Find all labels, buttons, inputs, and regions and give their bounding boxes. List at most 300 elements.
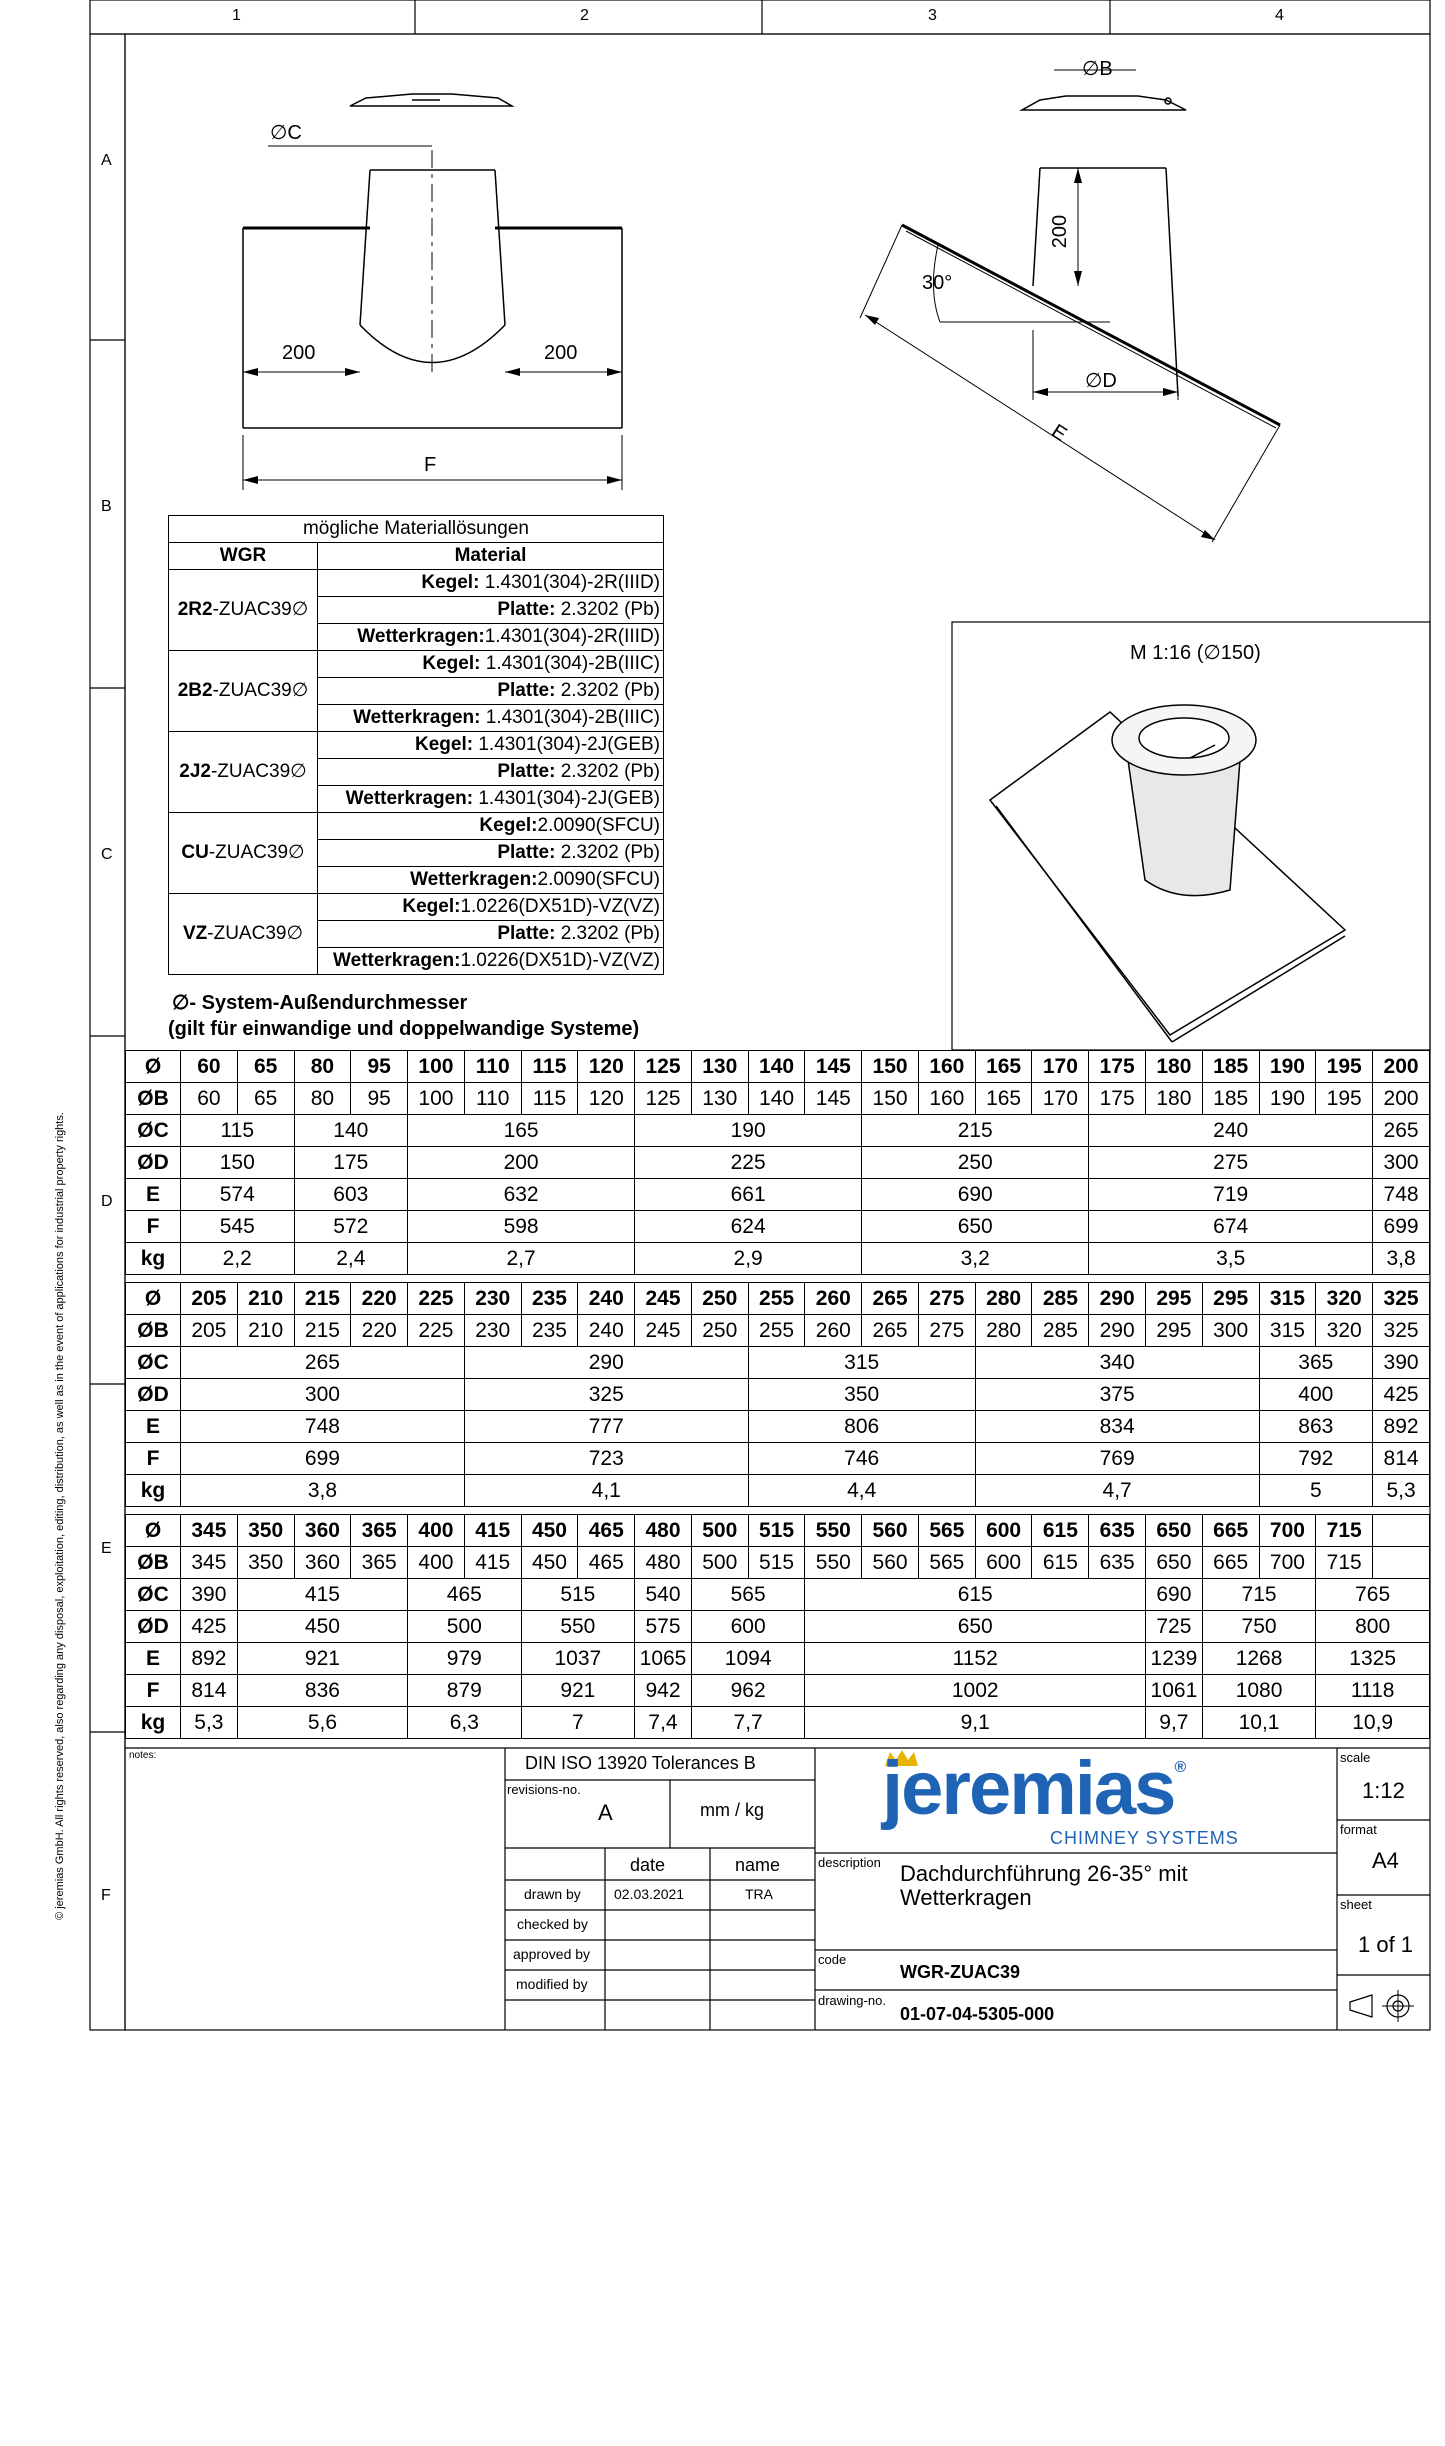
brand-name: jeremias <box>882 1746 1175 1831</box>
row-key: Ø <box>126 1283 181 1315</box>
table-cell: 515 <box>748 1515 805 1547</box>
table-cell: 220 <box>351 1315 408 1347</box>
table-cell: 565 <box>691 1579 805 1611</box>
table-cell: 450 <box>237 1611 407 1643</box>
material-row: Platte: 2.3202 (Pb) <box>318 597 664 624</box>
row-key: F <box>126 1211 181 1243</box>
table-cell: 115 <box>521 1051 578 1083</box>
table-cell: 650 <box>1146 1547 1203 1579</box>
table-cell: 415 <box>464 1547 521 1579</box>
table-cell: 2,9 <box>635 1243 862 1275</box>
table-cell: 400 <box>408 1547 465 1579</box>
table-cell: 1118 <box>1316 1675 1430 1707</box>
table-cell: 3,2 <box>862 1243 1089 1275</box>
table-cell: 515 <box>521 1579 635 1611</box>
table-cell: 3,8 <box>181 1475 465 1507</box>
table-cell: 150 <box>181 1147 295 1179</box>
material-code: 2R2-ZUAC39∅ <box>169 570 318 651</box>
table-cell: 295 <box>1146 1315 1203 1347</box>
table-cell: 205 <box>181 1283 238 1315</box>
row-label-b: B <box>101 498 112 515</box>
header-material: Material <box>318 543 664 570</box>
table-cell: 560 <box>862 1547 919 1579</box>
table-cell: 320 <box>1316 1315 1373 1347</box>
table-cell: 250 <box>691 1315 748 1347</box>
table-cell: 836 <box>237 1675 407 1707</box>
table-cell: 120 <box>578 1051 635 1083</box>
material-code: 2B2-ZUAC39∅ <box>169 651 318 732</box>
table-cell: 674 <box>1089 1211 1373 1243</box>
dim-e-label: E <box>1047 420 1071 446</box>
table-cell: 150 <box>862 1051 919 1083</box>
table-cell: 7 <box>521 1707 635 1739</box>
table-cell: 1080 <box>1202 1675 1316 1707</box>
table-cell: 110 <box>464 1051 521 1083</box>
table-cell: 325 <box>1373 1315 1430 1347</box>
table-cell: 863 <box>1259 1411 1373 1443</box>
table-cell: 500 <box>691 1515 748 1547</box>
table-cell: 921 <box>521 1675 635 1707</box>
table-cell: 4,7 <box>975 1475 1259 1507</box>
table-cell: 185 <box>1202 1083 1259 1115</box>
table-cell: 7,7 <box>691 1707 805 1739</box>
material-row: Wetterkragen:1.0226(DX51D)-VZ(VZ) <box>318 948 664 975</box>
units: mm / kg <box>700 1800 765 1820</box>
row-key: Ø <box>126 1051 181 1083</box>
table-cell: 661 <box>635 1179 862 1211</box>
table-cell: 715 <box>1316 1547 1373 1579</box>
table-cell: 290 <box>464 1347 748 1379</box>
table-cell: 120 <box>578 1083 635 1115</box>
table-cell: 80 <box>294 1051 351 1083</box>
table-cell: 632 <box>408 1179 635 1211</box>
table-cell: 340 <box>975 1347 1259 1379</box>
table-cell: 615 <box>1032 1515 1089 1547</box>
materials-table <box>168 515 664 975</box>
table-cell: 65 <box>237 1051 294 1083</box>
drawing-no-label: drawing-no. <box>818 1993 886 2008</box>
table-cell: 240 <box>1089 1115 1373 1147</box>
row-key: E <box>126 1179 181 1211</box>
table-cell: 650 <box>805 1611 1146 1643</box>
material-row: Wetterkragen: 1.4301(304)-2J(GEB) <box>318 786 664 813</box>
table-cell: 574 <box>181 1179 295 1211</box>
brand-reg: ® <box>1174 1759 1185 1776</box>
drawn-date: 02.03.2021 <box>614 1886 685 1902</box>
table-cell: 4,1 <box>464 1475 748 1507</box>
drawn-by-label: drawn by <box>524 1886 581 1902</box>
code: WGR-ZUAC39 <box>900 1962 1020 1982</box>
table-cell: 777 <box>464 1411 748 1443</box>
table-cell: 3,5 <box>1089 1243 1373 1275</box>
material-row: Platte: 2.3202 (Pb) <box>318 759 664 786</box>
table-cell: 345 <box>181 1515 238 1547</box>
table-cell: 892 <box>181 1643 238 1675</box>
row-key: ØB <box>126 1315 181 1347</box>
table-cell: 400 <box>408 1515 465 1547</box>
table-cell: 265 <box>1373 1115 1430 1147</box>
table-cell: 130 <box>691 1051 748 1083</box>
dimension-table <box>125 1050 1430 1275</box>
table-cell: 715 <box>1316 1515 1373 1547</box>
table-cell: 140 <box>294 1115 408 1147</box>
table-cell: 170 <box>1032 1051 1089 1083</box>
table-cell: 5,3 <box>1373 1475 1430 1507</box>
table-cell: 115 <box>521 1083 578 1115</box>
table-cell: 315 <box>1259 1315 1316 1347</box>
notes-label: notes: <box>129 1750 157 1761</box>
system-note-2: (gilt für einwandige und doppelwandige Systeme) <box>168 1018 640 1040</box>
table-cell: 7,4 <box>635 1707 692 1739</box>
table-cell: 962 <box>691 1675 805 1707</box>
material-code: CU-ZUAC39∅ <box>169 813 318 894</box>
table-cell: 350 <box>748 1379 975 1411</box>
table-cell: 415 <box>237 1579 407 1611</box>
dimension-table <box>125 1514 1430 1739</box>
table-cell: 365 <box>1259 1347 1373 1379</box>
table-cell: 345 <box>181 1547 238 1579</box>
dimension-table <box>125 1282 1430 1507</box>
col-label-4: 4 <box>1275 7 1284 24</box>
material-row: Kegel:2.0090(SFCU) <box>318 813 664 840</box>
table-cell: 1065 <box>635 1643 692 1675</box>
row-key: E <box>126 1643 181 1675</box>
table-cell: 690 <box>862 1179 1089 1211</box>
header-wgr: WGR <box>169 543 318 570</box>
table-cell: 746 <box>748 1443 975 1475</box>
table-cell: 360 <box>294 1515 351 1547</box>
table-cell: 150 <box>862 1083 919 1115</box>
table-cell: 598 <box>408 1211 635 1243</box>
row-key: F <box>126 1675 181 1707</box>
table-cell: 315 <box>748 1347 975 1379</box>
row-key: ØD <box>126 1147 181 1179</box>
row-key: ØC <box>126 1579 181 1611</box>
row-label-a: A <box>101 152 112 169</box>
table-cell: 650 <box>862 1211 1089 1243</box>
table-cell: 315 <box>1259 1283 1316 1315</box>
row-key: F <box>126 1443 181 1475</box>
table-cell: 280 <box>975 1315 1032 1347</box>
brand-logo <box>882 1745 1184 1832</box>
table-cell: 550 <box>805 1547 862 1579</box>
table-cell: 540 <box>635 1579 692 1611</box>
dim-200-right: 200 <box>544 342 578 364</box>
table-cell: 10,9 <box>1316 1707 1430 1739</box>
table-cell: 285 <box>1032 1283 1089 1315</box>
dim-b-label: ∅B <box>1082 58 1113 80</box>
table-cell: 545 <box>181 1211 295 1243</box>
table-cell: 290 <box>1089 1315 1146 1347</box>
table-cell: 769 <box>975 1443 1259 1475</box>
table-cell: 425 <box>181 1611 238 1643</box>
table-cell: 230 <box>464 1315 521 1347</box>
row-key: kg <box>126 1475 181 1507</box>
table-cell: 260 <box>805 1283 862 1315</box>
scale-label: scale <box>1340 1750 1371 1765</box>
table-cell: 792 <box>1259 1443 1373 1475</box>
table-cell: 750 <box>1202 1611 1316 1643</box>
iso-view <box>990 705 1345 1042</box>
table-cell: 365 <box>351 1515 408 1547</box>
table-cell: 1002 <box>805 1675 1146 1707</box>
table-cell: 360 <box>294 1547 351 1579</box>
table-cell: 650 <box>1146 1515 1203 1547</box>
table-cell: 1239 <box>1146 1643 1203 1675</box>
row-key: kg <box>126 1707 181 1739</box>
table-cell: 215 <box>294 1315 351 1347</box>
revisions-label: revisions-no. <box>507 1782 581 1797</box>
table-cell: 500 <box>408 1611 522 1643</box>
material-row: Platte: 2.3202 (Pb) <box>318 921 664 948</box>
checked-by-label: checked by <box>517 1916 588 1932</box>
table-cell: 624 <box>635 1211 862 1243</box>
format-value: A4 <box>1372 1848 1399 1873</box>
side-view <box>860 70 1280 542</box>
table-cell: 350 <box>237 1515 294 1547</box>
material-row: Kegel: 1.4301(304)-2J(GEB) <box>318 732 664 759</box>
table-cell: 210 <box>237 1283 294 1315</box>
table-cell: 425 <box>1373 1379 1430 1411</box>
table-cell: 235 <box>521 1315 578 1347</box>
material-row: Kegel: 1.4301(304)-2B(IIIC) <box>318 651 664 678</box>
table-cell: 275 <box>1089 1147 1373 1179</box>
row-label-d: D <box>101 1193 113 1210</box>
table-cell: 175 <box>294 1147 408 1179</box>
table-cell: 5 <box>1259 1475 1373 1507</box>
row-key: ØC <box>126 1347 181 1379</box>
table-cell: 2,7 <box>408 1243 635 1275</box>
table-cell: 125 <box>635 1051 692 1083</box>
row-key: E <box>126 1411 181 1443</box>
table-cell: 215 <box>294 1283 351 1315</box>
system-note: ∅- System-Außendurchmesser <box>172 992 468 1014</box>
table-cell: 160 <box>918 1083 975 1115</box>
table-cell: 210 <box>237 1315 294 1347</box>
table-cell: 60 <box>181 1083 238 1115</box>
table-cell: 690 <box>1146 1579 1203 1611</box>
table-cell: 145 <box>805 1083 862 1115</box>
col-label-2: 2 <box>580 7 589 24</box>
sheet-value: 1 of 1 <box>1358 1932 1414 1957</box>
row-label-f: F <box>101 1887 111 1904</box>
table-cell: 2,4 <box>294 1243 408 1275</box>
table-cell: 814 <box>181 1675 238 1707</box>
table-cell: 225 <box>408 1315 465 1347</box>
table-cell: 300 <box>1373 1147 1430 1179</box>
table-cell: 550 <box>521 1611 635 1643</box>
material-row: Kegel: 1.4301(304)-2R(IIID) <box>318 570 664 597</box>
table-cell: 295 <box>1202 1283 1259 1315</box>
table-cell: 1152 <box>805 1643 1146 1675</box>
table-cell: 260 <box>805 1315 862 1347</box>
table-cell: 125 <box>635 1083 692 1115</box>
table-cell: 921 <box>237 1643 407 1675</box>
table-cell: 450 <box>521 1547 578 1579</box>
table-cell: 95 <box>351 1051 408 1083</box>
table-cell: 600 <box>691 1611 805 1643</box>
table-cell: 175 <box>1089 1083 1146 1115</box>
table-cell: 480 <box>635 1515 692 1547</box>
table-cell: 719 <box>1089 1179 1373 1211</box>
modified-by-label: modified by <box>516 1976 588 1992</box>
approved-by-label: approved by <box>513 1946 591 1962</box>
table-cell: 325 <box>464 1379 748 1411</box>
row-key: ØD <box>126 1611 181 1643</box>
front-view <box>243 94 622 490</box>
table-cell: 699 <box>181 1443 465 1475</box>
row-label-e: E <box>101 1540 112 1557</box>
angle-label: 30° <box>922 272 953 294</box>
table-cell: 400 <box>1259 1379 1373 1411</box>
table-cell: 230 <box>464 1283 521 1315</box>
table-cell: 100 <box>408 1083 465 1115</box>
table-cell: 365 <box>351 1547 408 1579</box>
table-cell: 500 <box>691 1547 748 1579</box>
table-cell: 942 <box>635 1675 692 1707</box>
table-cell: 300 <box>1202 1315 1259 1347</box>
table-cell: 200 <box>1373 1083 1430 1115</box>
date-header: date <box>630 1855 666 1875</box>
code-label: code <box>818 1952 847 1967</box>
table-cell: 185 <box>1202 1051 1259 1083</box>
table-cell: 250 <box>862 1147 1089 1179</box>
table-cell: 565 <box>918 1547 975 1579</box>
row-key: ØB <box>126 1083 181 1115</box>
dim-d-label: ∅D <box>1085 370 1117 392</box>
table-cell: 415 <box>464 1515 521 1547</box>
table-cell: 550 <box>805 1515 862 1547</box>
table-cell <box>1373 1547 1430 1579</box>
table-cell: 145 <box>805 1051 862 1083</box>
table-cell: 165 <box>408 1115 635 1147</box>
table-cell: 465 <box>578 1547 635 1579</box>
table-cell: 615 <box>1032 1547 1089 1579</box>
table-cell: 200 <box>1373 1051 1430 1083</box>
table-cell: 195 <box>1316 1051 1373 1083</box>
table-cell: 3,8 <box>1373 1243 1430 1275</box>
material-code: VZ-ZUAC39∅ <box>169 894 318 975</box>
table-cell: 879 <box>408 1675 522 1707</box>
table-cell: 748 <box>181 1411 465 1443</box>
sheet-label: sheet <box>1340 1897 1372 1912</box>
table-cell: 806 <box>748 1411 975 1443</box>
table-cell: 465 <box>408 1579 522 1611</box>
drawn-name: TRA <box>745 1886 773 1902</box>
table-cell: 748 <box>1373 1179 1430 1211</box>
table-cell: 5,6 <box>237 1707 407 1739</box>
scale-note: M 1:16 (∅150) <box>1130 642 1261 664</box>
table-cell: 300 <box>181 1379 465 1411</box>
materials-caption: mögliche Materiallösungen <box>169 516 664 543</box>
table-cell: 572 <box>294 1211 408 1243</box>
table-cell: 635 <box>1089 1547 1146 1579</box>
table-cell: 480 <box>635 1547 692 1579</box>
table-cell: 2,2 <box>181 1243 295 1275</box>
material-row: Wetterkragen:1.4301(304)-2R(IIID) <box>318 624 664 651</box>
table-cell: 5,3 <box>181 1707 238 1739</box>
table-cell: 603 <box>294 1179 408 1211</box>
table-cell: 245 <box>635 1315 692 1347</box>
table-cell: 140 <box>748 1051 805 1083</box>
table-cell: 190 <box>1259 1083 1316 1115</box>
table-cell: 765 <box>1316 1579 1430 1611</box>
table-cell: 575 <box>635 1611 692 1643</box>
table-cell: 700 <box>1259 1547 1316 1579</box>
table-cell: 1325 <box>1316 1643 1430 1675</box>
tolerance: DIN ISO 13920 Tolerances B <box>525 1753 756 1773</box>
table-cell: 80 <box>294 1083 351 1115</box>
table-cell: 200 <box>408 1147 635 1179</box>
table-cell: 240 <box>578 1283 635 1315</box>
copyright-note: © jeremias GmbH. All rights reserved, also regarding any disposal, exploitation, editing, distribution, as well as in the event of applications for industrial property rights. <box>54 1112 66 1920</box>
table-cell: 225 <box>408 1283 465 1315</box>
table-cell: 390 <box>1373 1347 1430 1379</box>
table-cell: 280 <box>975 1283 1032 1315</box>
table-cell: 205 <box>181 1315 238 1347</box>
table-cell: 635 <box>1089 1515 1146 1547</box>
table-cell: 170 <box>1032 1083 1089 1115</box>
table-cell: 1061 <box>1146 1675 1203 1707</box>
material-row: Kegel:1.0226(DX51D)-VZ(VZ) <box>318 894 664 921</box>
dim-c-label: ∅C <box>270 122 302 144</box>
table-cell: 255 <box>748 1315 805 1347</box>
material-row: Wetterkragen: 1.4301(304)-2B(IIIC) <box>318 705 664 732</box>
table-cell: 275 <box>918 1315 975 1347</box>
row-key: ØC <box>126 1115 181 1147</box>
table-cell: 225 <box>635 1147 862 1179</box>
table-cell: 250 <box>691 1283 748 1315</box>
table-cell: 6,3 <box>408 1707 522 1739</box>
col-label-3: 3 <box>928 7 937 24</box>
table-cell: 65 <box>237 1083 294 1115</box>
row-key: Ø <box>126 1515 181 1547</box>
table-cell: 699 <box>1373 1211 1430 1243</box>
table-cell: 245 <box>635 1283 692 1315</box>
table-cell: 390 <box>181 1579 238 1611</box>
table-cell: 190 <box>1259 1051 1316 1083</box>
table-cell: 615 <box>805 1579 1146 1611</box>
table-cell: 700 <box>1259 1515 1316 1547</box>
table-cell: 725 <box>1146 1611 1203 1643</box>
table-cell: 220 <box>351 1283 408 1315</box>
table-cell: 979 <box>408 1643 522 1675</box>
table-cell: 255 <box>748 1283 805 1315</box>
col-label-1: 1 <box>232 7 241 24</box>
table-cell: 465 <box>578 1515 635 1547</box>
table-cell: 665 <box>1202 1547 1259 1579</box>
scale-value: 1:12 <box>1362 1778 1405 1803</box>
brand-sub: CHIMNEY SYSTEMS <box>1050 1828 1239 1848</box>
table-cell: 1037 <box>521 1643 635 1675</box>
table-cell: 130 <box>691 1083 748 1115</box>
table-cell: 665 <box>1202 1515 1259 1547</box>
table-cell: 265 <box>862 1283 919 1315</box>
table-cell: 600 <box>975 1547 1032 1579</box>
table-cell: 560 <box>862 1515 919 1547</box>
table-cell: 285 <box>1032 1315 1089 1347</box>
table-cell: 9,7 <box>1146 1707 1203 1739</box>
material-row: Platte: 2.3202 (Pb) <box>318 678 664 705</box>
table-cell: 295 <box>1146 1283 1203 1315</box>
table-cell: 265 <box>181 1347 465 1379</box>
table-cell: 10,1 <box>1202 1707 1316 1739</box>
table-cell: 180 <box>1146 1051 1203 1083</box>
table-cell: 290 <box>1089 1283 1146 1315</box>
row-label-c: C <box>101 846 113 863</box>
description: Dachdurchführung 26-35° mit Wetterkragen <box>900 1861 1188 1910</box>
table-cell: 4,4 <box>748 1475 975 1507</box>
